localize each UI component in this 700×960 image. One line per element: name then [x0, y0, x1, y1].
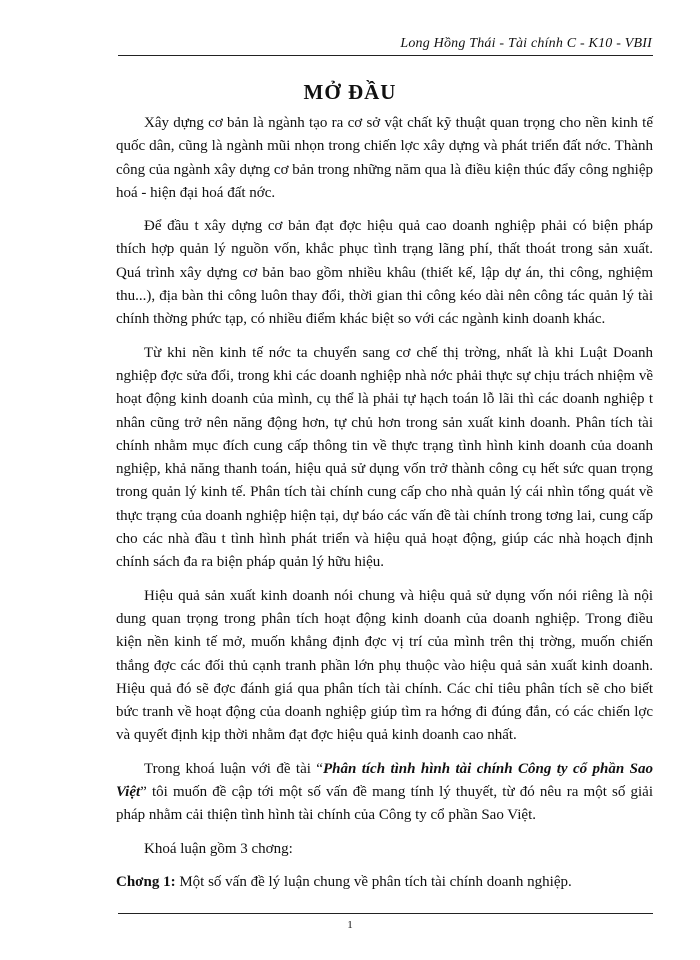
- paragraph-thesis: [116, 758, 653, 828]
- structure-intro: Khoá luận gồm 3 chơng:: [144, 840, 293, 857]
- page-number: 1: [347, 919, 353, 931]
- thesis-after: ” tôi muốn đề cập tới một số vấn đề mang tính lý thuyết, từ đó nêu ra một số giải pháp nhằm cải thiện tình hình tài chính của Công ty cổ phần Sao Việt.: [116, 784, 653, 824]
- chapter-1-text: Một số vấn đề lý luận chung về phân tích tài chính doanh nghiệp.: [175, 873, 572, 890]
- thesis-before: Trong khoá luận với đề tài “: [144, 760, 323, 777]
- paragraph-3: Từ khi nền kinh tế nớc ta chuyển sang cơ chế thị trờng, nhất là khi Luật Doanh nghiệp đợc sửa đổi, trong khi các doanh nghiệp nhà nớc phải thực sự chịu trách nhiệm về hoạt động kinh doanh của mình, cụ thể là phải tự hạch toán lỗ lãi thì các doanh nghiệp t nhân cũng trở nên năng động hơn, tự chủ hơn trong sản xuất kinh doanh. Phân tích tài chính nhằm mục đích cung cấp thông tin về thực trạng tình hình kinh doanh của doanh nghiệp, khả năng thanh toán, hiệu quả sử dụng vốn trở thành công cụ hết sức quan trọng trong quản lý kinh tế. Phân tích tài chính cung cấp cho nhà quản lý cái nhìn tổng quát về thực trạng của doanh nghiệp hiện tại, dự báo các vấn đề tài chính trong tơng lai, cung cấp cho các nhà đầu t tình hình phát triển và hiệu quả hoạt động, giúp các nhà hoạch định chính sách đa ra biện pháp quản lý hữu hiệu.: [116, 344, 653, 571]
- paragraph-2: Để đầu t xây dựng cơ bản đạt đợc hiệu quả cao doanh nghiệp phải có biện pháp thích hợp quản lý nguồn vốn, khắc phục tình trạng lãng phí, thất thoát trong sản xuất. Quá trình xây dựng cơ bản bao gồm nhiều khâu (thiết kế, lập dự án, thi công, nghiệm thu...), địa bàn thi công luôn thay đổi, thời gian thi công kéo dài nên công tác quản lý tài chính thờng phức tạp, có nhiều điểm khác biệt so với các ngành kinh doanh khác.: [116, 218, 653, 328]
- thesis-topic: Phân tích tình hình tài chính Công ty cổ phần Sao Việt: [116, 760, 653, 801]
- paragraph-4: Hiệu quả sản xuất kinh doanh nói chung và hiệu quả sử dụng vốn nói riêng là nội dung quan trọng trong phân tích hoạt động kinh doanh của doanh nghiệp. Trong điều kiện nền kinh tế mở, muốn khẳng định đợc vị trí của mình trên thị trờng, muốn chiến thắng đợc các đối thủ cạnh tranh phần lớn phụ thuộc vào hiệu quả sản xuất kinh doanh. Hiệu quả đó sẽ đợc đánh giá qua phân tích tài chính. Các chỉ tiêu phân tích sẽ cho biết bức tranh về hoạt động của doanh nghiệp giúp tìm ra hớng đi đúng đắn, có các chiến lợc và quyết định kịp thời nhằm đạt đợc hiệu quả kinh doanh cao nhất.: [116, 587, 653, 744]
- footer-rule: [118, 913, 653, 914]
- page-title: MỞ ĐẦU: [303, 80, 397, 104]
- body-text: [116, 112, 653, 904]
- chapter-1-line: [116, 871, 653, 894]
- chapter-1-label: Chơng 1:: [116, 873, 176, 890]
- header-rule: [118, 55, 653, 56]
- running-header: Long Hồng Thái - Tài chính C - K10 - VBII: [400, 36, 652, 51]
- paragraph-1: Xây dựng cơ bản là ngành tạo ra cơ sở vật chất kỹ thuật quan trọng cho nền kinh tế quốc dân, cũng là ngành mũi nhọn trong chiến lợc xây dựng và phát triển đất nớc. Thành công của ngành xây dựng cơ bản trong những năm qua là điều kiện thúc đẩy công nghiệp hoá - hiện đại hoá đất nớc.: [116, 115, 653, 201]
